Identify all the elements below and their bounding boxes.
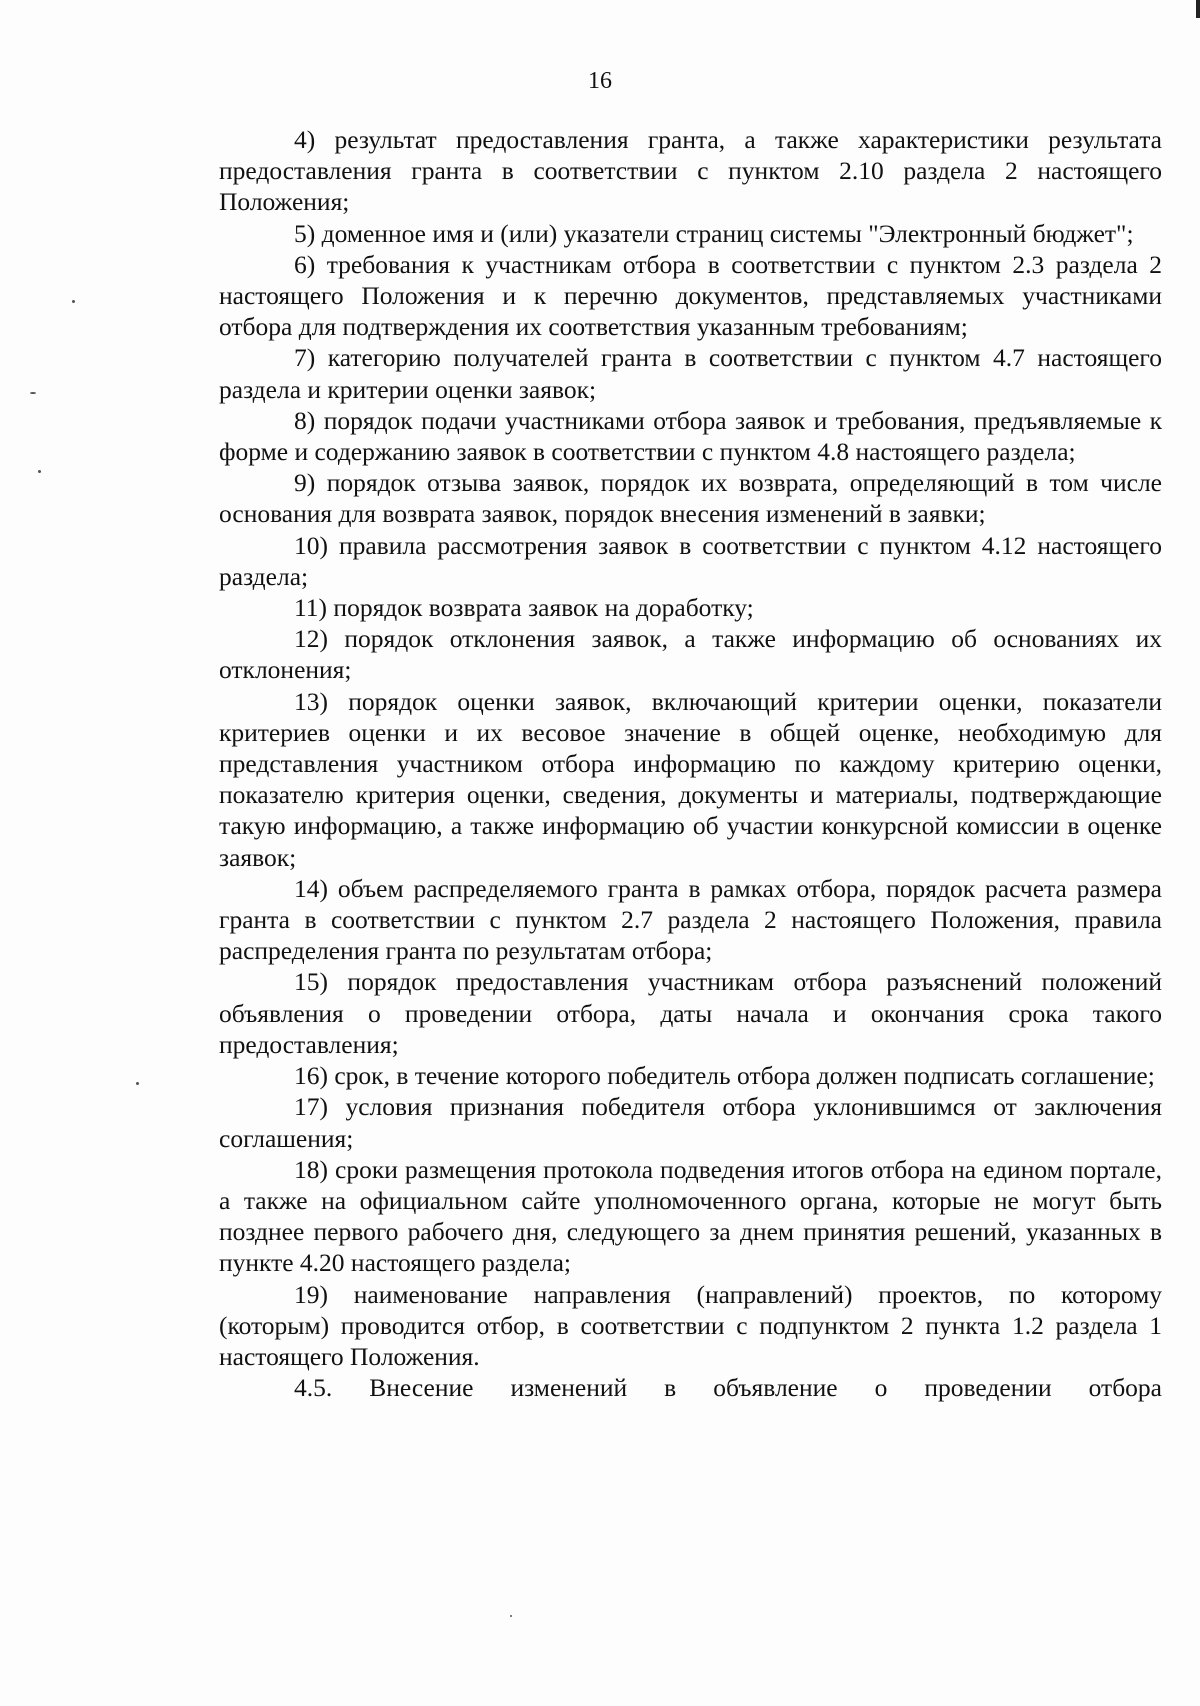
paragraph: 7) категорию получателей гранта в соответствии с пунктом 4.7 настоящего раздела и критерии оценки заявок; (219, 343, 1162, 404)
scan-speck (30, 392, 36, 394)
paragraph: 19) наименование направления (направлений) проектов, по которому (которым) проводится отбор, в соответствии с подпунктом 2 пункта 1.2 раздела 1 настоящего Положения. (219, 1279, 1162, 1371)
paragraph: 9) порядок отзыва заявок, порядок их возврата, определяющий в том числе основания для возврата заявок, порядок внесения изменений в заявки; (219, 468, 1162, 529)
section-heading-4-5: 4.5. Внесение изменений в объявление о проведении отбора (294, 1373, 1162, 1403)
paragraph: 10) правила рассмотрения заявок в соответствии с пунктом 4.12 настоящего раздела; (219, 530, 1162, 591)
paragraph: 13) порядок оценки заявок, включающий критерии оценки, показатели критериев оценки и их весовое значение в общей оценке, необходимую для представления участником отбора информацию по каждому критерию оценки, показателю критерия оценки, сведения, документы и материалы, подтверждающие такую информацию, а также информацию об участии конкурсной комиссии в оценке заявок; (219, 686, 1162, 872)
scan-speck (510, 1615, 512, 1617)
paragraph: 8) порядок подачи участниками отбора заявок и требования, предъявляемые к форме и содержанию заявок в соответствии с пунктом 4.8 настоящего раздела; (219, 405, 1162, 467)
paragraph: 4) результат предоставления гранта, а также характеристики результата предоставления гранта в соответствии с пунктом 2.10 раздела 2 настоящего Положения; (219, 125, 1162, 217)
document-body (219, 124, 1162, 1403)
scan-speck (72, 300, 75, 303)
paragraph: 12) порядок отклонения заявок, а также информацию об основаниях их отклонения; (219, 624, 1162, 685)
paragraph: 14) объем распределяемого гранта в рамках отбора, порядок расчета размера гранта в соответствии с пунктом 2.7 раздела 2 настоящего Положения, правила распределения гранта по результатам отбора; (219, 873, 1162, 966)
paragraph: 11) порядок возврата заявок на доработку; (294, 593, 754, 623)
paragraph: 17) условия признания победителя отбора уклонившимся от заключения соглашения; (219, 1092, 1162, 1153)
paragraph: 5) доменное имя и (или) указатели страниц системы "Электронный бюджет"; (294, 218, 1134, 248)
scan-speck (136, 1082, 139, 1085)
paragraph: 15) порядок предоставления участникам отбора разъяснений положений объявления о проведении отбора, даты начала и окончания срока такого предоставления; (219, 967, 1162, 1059)
paragraph: 6) требования к участникам отбора в соответствии с пунктом 2.3 раздела 2 настоящего Положения и к перечню документов, представляемых участниками отбора для подтверждения их соответствия указанным требованиям; (219, 249, 1162, 342)
scan-speck (38, 470, 41, 473)
paragraph: 18) сроки размещения протокола подведения итогов отбора на едином портале, а также на официальном сайте уполномоченного органа, которые не могут быть позднее первого рабочего дня, следующего за днем принятия решений, указанных в пункте 4.20 настоящего раздела; (219, 1154, 1162, 1278)
page-number: 16 (588, 68, 612, 94)
paragraph: 16) срок, в течение которого победитель отбора должен подписать соглашение; (294, 1061, 1155, 1091)
scan-edge-mark (1196, 0, 1200, 18)
